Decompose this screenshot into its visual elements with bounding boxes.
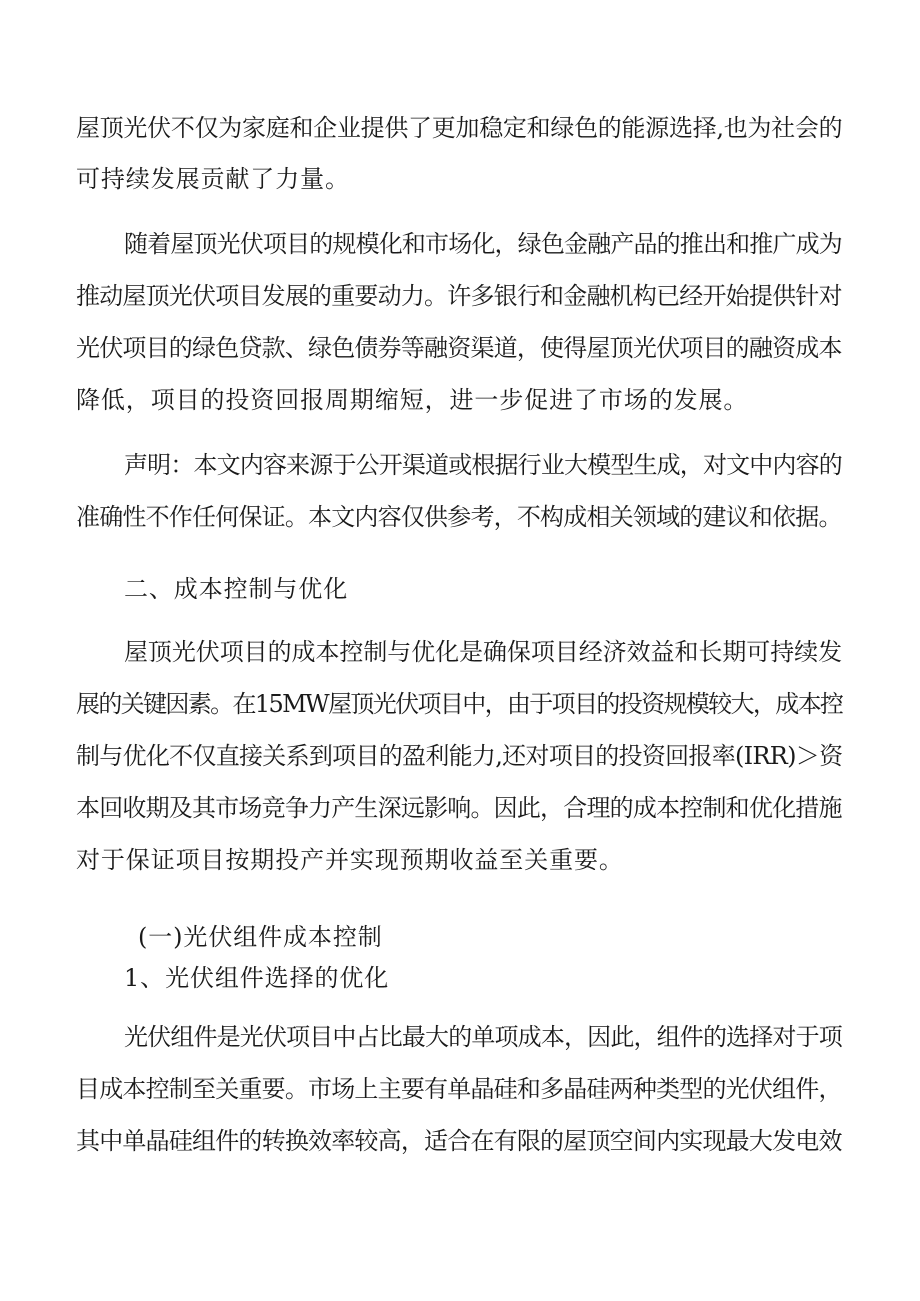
paragraph-3-line-1: 屋顶光伏项目的成本控制与优化是确保项目经济效益和长期可持续发 (124, 638, 842, 666)
item-heading: 1、光伏组件选择的优化 (124, 964, 390, 992)
paragraph-4-line-3: 其中单晶硅组件的转换效率较高，适合在有限的屋顶空间内实现最大发电效 (76, 1127, 842, 1155)
paragraph-4-line-2: 目成本控制至关重要。市场上主要有单晶硅和多晶硅两种类型的光伏组件， (76, 1075, 842, 1103)
paragraph-3-line-3: 制与优化不仅直接关系到项目的盈利能力,还对项目的投资回报率(IRR)＞资 (76, 742, 843, 770)
paragraph-1-line-1: 屋顶光伏不仅为家庭和企业提供了更加稳定和绿色的能源选择,也为社会的 (76, 114, 843, 142)
paragraph-1-line-2: 可持续发展贡献了力量。 (76, 165, 350, 193)
subsection-heading: (一)光伏组件成本控制 (138, 923, 383, 951)
disclaimer-line-1: 声明：本文内容来源于公开渠道或根据行业大模型生成，对文中内容的 (124, 451, 842, 479)
paragraph-2-line-3: 光伏项目的绿色贷款、绿色债券等融资渠道，使得屋顶光伏项目的融资成本 (76, 334, 842, 362)
paragraph-2-line-1: 随着屋顶光伏项目的规模化和市场化，绿色金融产品的推出和推广成为 (124, 230, 842, 258)
section-heading: 二、成本控制与优化 (124, 575, 349, 603)
paragraph-3-line-2: 展的关键因素。在15MW屋顶光伏项目中，由于项目的投资规模较大，成本控 (76, 690, 843, 718)
paragraph-2-line-2: 推动屋顶光伏项目发展的重要动力。许多银行和金融机构已经开始提供针对 (76, 282, 842, 310)
paragraph-3-line-5: 对于保证项目按期投产并实现预期收益至关重要。 (76, 846, 624, 874)
paragraph-4-line-1: 光伏组件是光伏项目中占比最大的单项成本，因此，组件的选择对于项 (124, 1023, 842, 1051)
disclaimer-line-2: 准确性不作任何保证。本文内容仅供参考，不构成相关领域的建议和依据。 (76, 503, 842, 531)
paragraph-3-line-4: 本回收期及其市场竞争力产生深远影响。因此，合理的成本控制和优化措施 (76, 794, 842, 822)
paragraph-2-line-4: 降低，项目的投资回报周期缩短，进一步促进了市场的发展。 (76, 386, 749, 414)
